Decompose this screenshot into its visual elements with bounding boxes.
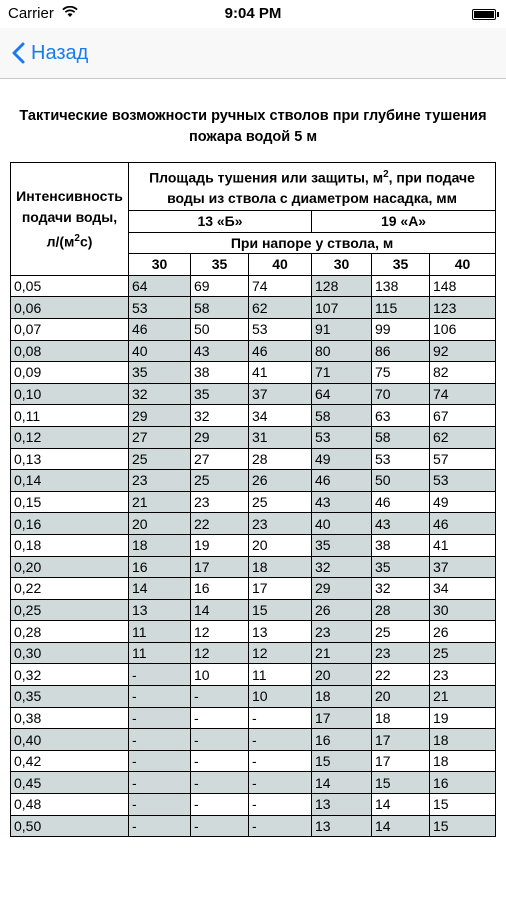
area-cell: 53 (430, 470, 496, 492)
area-cell: 29 (191, 426, 249, 448)
area-cell: 53 (129, 297, 191, 319)
table-row (11, 556, 496, 578)
table-row (11, 599, 496, 621)
intensity-cell: 0,08 (11, 340, 129, 362)
header-pressure-value: 35 (372, 254, 430, 276)
area-cell: 26 (430, 621, 496, 643)
area-cell: 50 (191, 318, 249, 340)
table-row (11, 318, 496, 340)
navigation-bar (0, 28, 506, 79)
status-bar (0, 0, 506, 28)
area-cell: 29 (129, 405, 191, 427)
area-cell: 82 (430, 362, 496, 384)
area-cell: 23 (312, 621, 372, 643)
area-cell: 64 (312, 383, 372, 405)
area-cell: 46 (249, 340, 312, 362)
area-cell: 37 (249, 383, 312, 405)
area-cell: 17 (312, 707, 372, 729)
area-cell: 14 (191, 599, 249, 621)
area-cell: 19 (430, 707, 496, 729)
intensity-cell: 0,09 (11, 362, 129, 384)
area-cell: 28 (372, 599, 430, 621)
area-cell: 19 (191, 534, 249, 556)
area-cell: - (129, 729, 191, 751)
intensity-cell: 0,50 (11, 815, 129, 837)
area-cell: 50 (372, 470, 430, 492)
area-cell: 22 (372, 664, 430, 686)
area-cell: 17 (372, 750, 430, 772)
intensity-cell: 0,07 (11, 318, 129, 340)
area-cell: 67 (430, 405, 496, 427)
area-cell: 46 (372, 491, 430, 513)
area-cell: 35 (372, 556, 430, 578)
area-cell: - (129, 815, 191, 837)
area-cell: 18 (430, 750, 496, 772)
area-cell: 62 (249, 297, 312, 319)
area-cell: 26 (312, 599, 372, 621)
area-cell: 23 (372, 642, 430, 664)
area-cell: 15 (312, 750, 372, 772)
intensity-cell: 0,10 (11, 383, 129, 405)
area-cell: 32 (129, 383, 191, 405)
area-cell: 20 (372, 686, 430, 708)
table-body (11, 275, 496, 836)
intensity-cell: 0,28 (11, 621, 129, 643)
area-cell: 18 (372, 707, 430, 729)
area-cell: 23 (191, 491, 249, 513)
area-cell: 34 (430, 578, 496, 600)
area-cell: 40 (129, 340, 191, 362)
area-cell: - (129, 772, 191, 794)
area-cell: 10 (249, 686, 312, 708)
intensity-cell: 0,13 (11, 448, 129, 470)
area-cell: - (249, 815, 312, 837)
area-cell: 27 (191, 448, 249, 470)
area-cell: 49 (430, 491, 496, 513)
area-cell: - (129, 794, 191, 816)
area-cell: 49 (312, 448, 372, 470)
back-button[interactable] (12, 36, 88, 70)
table-row (11, 642, 496, 664)
table-row (11, 470, 496, 492)
area-cell: 53 (312, 426, 372, 448)
header-intensity-line-1: Интенсивность (16, 187, 123, 204)
table-row (11, 772, 496, 794)
area-cell: 21 (312, 642, 372, 664)
intensity-cell: 0,18 (11, 534, 129, 556)
table-row (11, 426, 496, 448)
area-cell: 107 (312, 297, 372, 319)
area-cell: 13 (312, 815, 372, 837)
header-pressure-value: 30 (312, 254, 372, 276)
area-cell: 17 (249, 578, 312, 600)
status-time: 9:04 PM (224, 5, 282, 22)
area-cell: 14 (312, 772, 372, 794)
intensity-cell: 0,16 (11, 513, 129, 535)
table-row (11, 621, 496, 643)
area-cell: 74 (430, 383, 496, 405)
area-cell: - (191, 794, 249, 816)
intensity-cell: 0,20 (11, 556, 129, 578)
table-row (11, 362, 496, 384)
area-cell: 18 (430, 729, 496, 751)
area-cell: 17 (372, 729, 430, 751)
area-cell: 58 (191, 297, 249, 319)
page-title-line-1: Тактические возможности ручных стволов при глубине тушения (19, 108, 487, 124)
area-cell: 38 (372, 534, 430, 556)
area-cell: 35 (129, 362, 191, 384)
area-cell: 16 (129, 556, 191, 578)
area-cell: 46 (129, 318, 191, 340)
table-row (11, 405, 496, 427)
area-cell: 58 (372, 426, 430, 448)
table-row (11, 340, 496, 362)
intensity-cell: 0,40 (11, 729, 129, 751)
area-cell: 25 (372, 621, 430, 643)
table-row (11, 686, 496, 708)
area-cell: 37 (430, 556, 496, 578)
area-cell: 64 (129, 275, 191, 297)
table-row (11, 664, 496, 686)
area-cell: 27 (129, 426, 191, 448)
table-row (11, 794, 496, 816)
area-cell: 16 (191, 578, 249, 600)
area-cell: 31 (249, 426, 312, 448)
area-cell: 16 (312, 729, 372, 751)
area-cell: 86 (372, 340, 430, 362)
carrier-label: Carrier (8, 5, 54, 22)
table-row (11, 815, 496, 837)
area-cell: 14 (372, 794, 430, 816)
intensity-cell: 0,05 (11, 275, 129, 297)
area-cell: - (129, 686, 191, 708)
header-nozzle-13: 13 «Б» (129, 211, 312, 233)
area-cell: 35 (312, 534, 372, 556)
intensity-cell: 0,45 (11, 772, 129, 794)
area-cell: - (191, 750, 249, 772)
area-cell: 34 (249, 405, 312, 427)
header-pressure-value: 40 (249, 254, 312, 276)
intensity-cell: 0,30 (11, 642, 129, 664)
area-cell: 30 (430, 599, 496, 621)
area-cell: 138 (372, 275, 430, 297)
page-title (0, 106, 506, 148)
area-cell: 20 (312, 664, 372, 686)
area-cell: 115 (372, 297, 430, 319)
area-cell: 25 (191, 470, 249, 492)
area-cell: 23 (430, 664, 496, 686)
area-cell: 75 (372, 362, 430, 384)
area-cell: 12 (191, 642, 249, 664)
area-cell: 13 (129, 599, 191, 621)
area-cell: 62 (430, 426, 496, 448)
area-cell: 12 (249, 642, 312, 664)
area-cell: 69 (191, 275, 249, 297)
intensity-cell: 0,14 (11, 470, 129, 492)
table-row (11, 534, 496, 556)
area-cell: 43 (372, 513, 430, 535)
area-cell: 40 (312, 513, 372, 535)
area-cell: 25 (129, 448, 191, 470)
area-cell: 26 (249, 470, 312, 492)
header-intensity (11, 163, 129, 276)
area-cell: 70 (372, 383, 430, 405)
area-cell: 106 (430, 318, 496, 340)
intensity-cell: 0,32 (11, 664, 129, 686)
table-row (11, 448, 496, 470)
area-cell: 20 (129, 513, 191, 535)
area-cell: 74 (249, 275, 312, 297)
area-cell: 46 (430, 513, 496, 535)
area-cell: 35 (191, 383, 249, 405)
area-cell: 18 (129, 534, 191, 556)
area-cell: 15 (430, 794, 496, 816)
area-cell: 58 (312, 405, 372, 427)
area-cell: 32 (372, 578, 430, 600)
area-cell: 15 (430, 815, 496, 837)
page-title-line-2: пожара водой 5 м (188, 129, 318, 145)
table-row (11, 750, 496, 772)
area-cell: 148 (430, 275, 496, 297)
area-cell: 41 (249, 362, 312, 384)
area-cell: 92 (430, 340, 496, 362)
table-row (11, 275, 496, 297)
intensity-cell: 0,06 (11, 297, 129, 319)
header-pressure-value: 40 (430, 254, 496, 276)
area-cell: 53 (249, 318, 312, 340)
area-cell: 14 (372, 815, 430, 837)
area-cell: 21 (129, 491, 191, 513)
area-cell: - (129, 707, 191, 729)
area-cell: - (249, 772, 312, 794)
header-pressure: При напоре у ствола, м (129, 232, 496, 254)
area-cell: 15 (249, 599, 312, 621)
chevron-left-icon (12, 42, 25, 64)
header-area: Площадь тушения или защиты, $м^2$, при подаче воды из ствола с диаметром насадка, мм (129, 163, 496, 211)
area-cell: 23 (129, 470, 191, 492)
area-cell: 11 (129, 621, 191, 643)
area-cell: 23 (249, 513, 312, 535)
area-cell: 13 (249, 621, 312, 643)
area-cell: 28 (249, 448, 312, 470)
area-cell: - (249, 794, 312, 816)
area-cell: 29 (312, 578, 372, 600)
area-cell: - (129, 750, 191, 772)
intensity-cell: 0,15 (11, 491, 129, 513)
header-intensity-line-2: подачи воды, (21, 208, 118, 225)
area-cell: 43 (312, 491, 372, 513)
table-row (11, 297, 496, 319)
area-cell: - (249, 750, 312, 772)
area-cell: 25 (249, 491, 312, 513)
intensity-cell: 0,11 (11, 405, 129, 427)
area-cell: 32 (312, 556, 372, 578)
back-button-label: Назад (31, 41, 89, 64)
intensity-cell: 0,42 (11, 750, 129, 772)
table-row (11, 383, 496, 405)
area-cell: 123 (430, 297, 496, 319)
table-row (11, 513, 496, 535)
header-nozzle-19: 19 «А» (312, 211, 496, 233)
area-cell: 71 (312, 362, 372, 384)
area-cell: 41 (430, 534, 496, 556)
area-cell: 14 (129, 578, 191, 600)
area-cell: 91 (312, 318, 372, 340)
area-cell: 38 (191, 362, 249, 384)
area-cell: - (191, 815, 249, 837)
area-cell: 17 (191, 556, 249, 578)
table-row (11, 578, 496, 600)
intensity-cell: 0,38 (11, 707, 129, 729)
area-cell: - (249, 707, 312, 729)
area-cell: 128 (312, 275, 372, 297)
battery-icon (472, 9, 496, 20)
area-cell: 11 (249, 664, 312, 686)
area-cell: 99 (372, 318, 430, 340)
intensity-cell: 0,25 (11, 599, 129, 621)
tactical-capabilities-table (10, 162, 496, 837)
area-cell: 11 (129, 642, 191, 664)
area-cell: 25 (430, 642, 496, 664)
area-cell: 18 (249, 556, 312, 578)
table-row (11, 707, 496, 729)
intensity-cell: 0,48 (11, 794, 129, 816)
area-cell: - (191, 772, 249, 794)
area-cell: 13 (312, 794, 372, 816)
table-row (11, 729, 496, 751)
area-cell: 15 (372, 772, 430, 794)
header-pressure-value: 30 (129, 254, 191, 276)
area-cell: 12 (191, 621, 249, 643)
area-cell: 46 (312, 470, 372, 492)
area-cell: 32 (191, 405, 249, 427)
intensity-cell: 0,22 (11, 578, 129, 600)
area-cell: - (191, 707, 249, 729)
area-cell: - (191, 686, 249, 708)
area-cell: - (129, 664, 191, 686)
area-cell: 63 (372, 405, 430, 427)
area-cell: 20 (249, 534, 312, 556)
header-intensity-line-3: $л/(м^2с)$ (46, 232, 93, 250)
area-cell: 10 (191, 664, 249, 686)
area-cell: - (249, 729, 312, 751)
area-cell: 57 (430, 448, 496, 470)
area-cell: - (191, 729, 249, 751)
area-cell: 43 (191, 340, 249, 362)
intensity-cell: 0,35 (11, 686, 129, 708)
intensity-cell: 0,12 (11, 426, 129, 448)
area-cell: 22 (191, 513, 249, 535)
area-cell: 21 (430, 686, 496, 708)
header-pressure-value: 35 (191, 254, 249, 276)
area-cell: 53 (372, 448, 430, 470)
area-cell: 16 (430, 772, 496, 794)
area-cell: 18 (312, 686, 372, 708)
area-cell: 80 (312, 340, 372, 362)
table-row (11, 491, 496, 513)
